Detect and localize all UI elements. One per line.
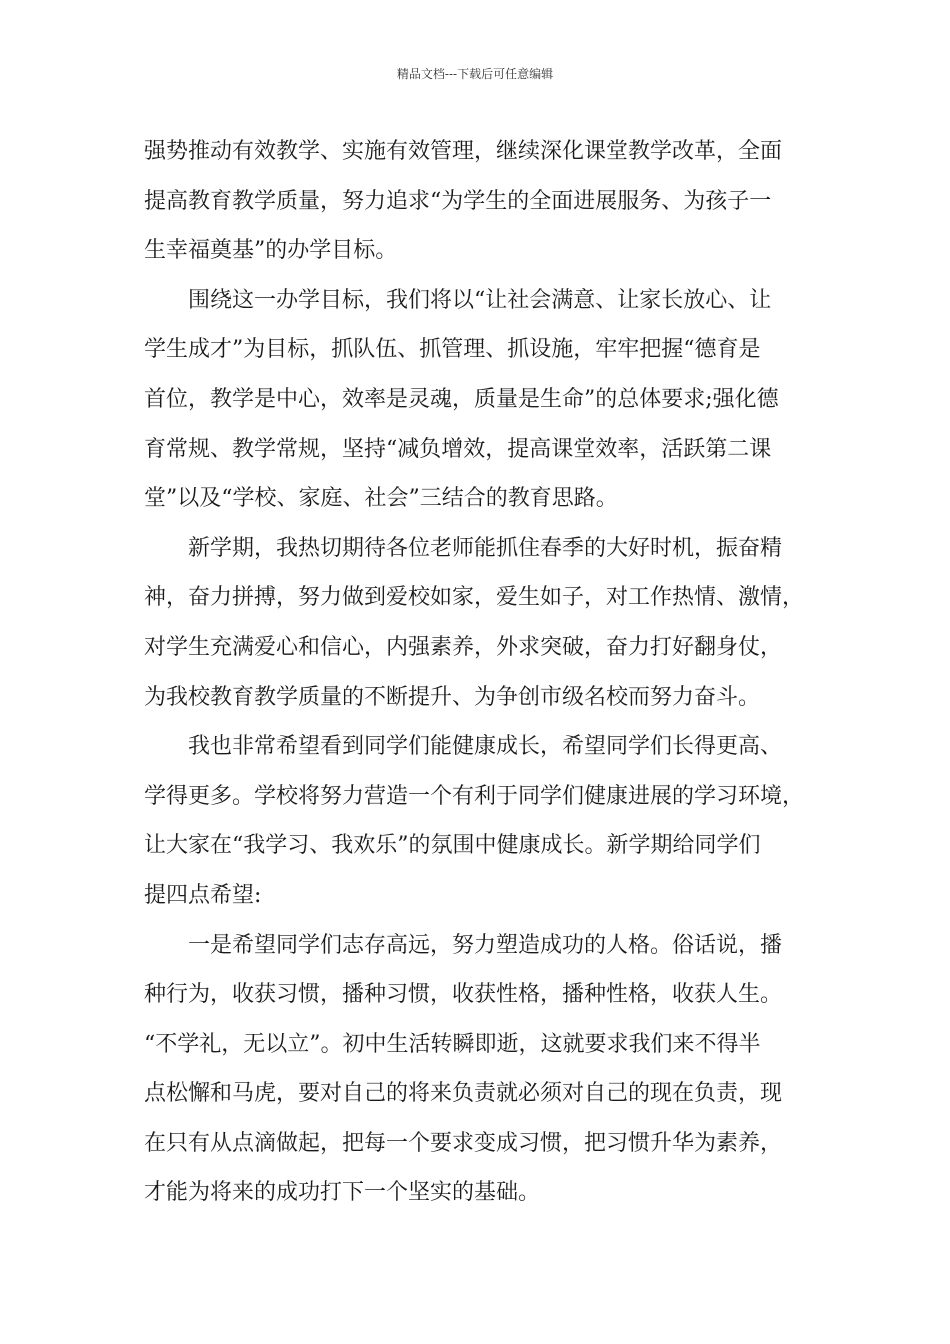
paragraph-5-line-5: 在只有从点滴做起，把每一个要求变成习惯，把习惯升华为素养， [144, 1130, 783, 1156]
paragraph-5-line-1: 一是希望同学们志存高远，努力塑造成功的人格。俗话说，播 [188, 932, 783, 958]
paragraph-2-line-2: 学生成才”为目标，抓队伍、抓管理、抓设施，牢牢把握“德育是 [144, 337, 761, 363]
paragraph-5-line-2: 种行为，收获习惯，播种习惯，收获性格，播种性格，收获人生。 [144, 982, 783, 1008]
paragraph-4-line-2: 学得更多。学校将努力营造一个有利于同学们健康进展的学习环境， [144, 783, 805, 809]
paragraph-1-line-1: 强势推动有效教学、实施有效管理，继续深化课堂教学改革，全面 [144, 139, 783, 164]
paragraph-2-line-5: 堂”以及“学校、家庭、社会”三结合的教育思路。 [144, 486, 618, 512]
paragraph-3-line-3: 对学生充满爱心和信心，内强素养，外求突破，奋力打好翻身仗， [144, 634, 783, 660]
paragraph-2-line-3: 首位，教学是中心，效率是灵魂，质量是生命”的总体要求;强化德 [144, 386, 779, 412]
paragraph-1-line-3: 生幸福奠基”的办学目标。 [144, 238, 398, 264]
paragraph-3-line-2: 神，奋力拼搏，努力做到爱校如家，爱生如子，对工作热情、激情， [144, 585, 805, 611]
paragraph-5-line-4: 点松懈和马虎，要对自己的将来负责就必须对自己的现在负责，现 [144, 1081, 783, 1107]
paragraph-2-line-4: 育常规、教学常规，坚持“减负增效，提高课堂效率，活跃第二课 [144, 436, 772, 462]
paragraph-5-line-3: “不学礼，无以立”。初中生活转瞬即逝，这就要求我们来不得半 [144, 1031, 761, 1057]
paragraph-3-line-1: 新学期，我热切期待各位老师能抓住春季的大好时机，振奋精 [188, 535, 783, 561]
paragraph-4-line-1: 我也非常希望看到同学们能健康成长，希望同学们长得更高、 [188, 734, 783, 760]
paragraph-2-line-1: 围绕这一办学目标，我们将以“让社会满意、让家长放心、让 [188, 287, 772, 313]
paragraph-4-line-3: 让大家在“我学习、我欢乐”的氛围中健康成长。新学期给同学们 [144, 833, 761, 859]
page-header: 精品文档---下载后可任意编辑 [396, 67, 554, 81]
paragraph-1-line-2: 提高教育教学质量，努力追求“为学生的全面进展服务、为孩子一 [144, 188, 772, 214]
paragraph-3-line-4: 为我校教育教学质量的不断提升、为争创市级名校而努力奋斗。 [144, 684, 761, 710]
paragraph-4-line-4: 提四点希望: [144, 882, 262, 908]
paragraph-5-line-6: 才能为将来的成功打下一个坚实的基础。 [144, 1180, 541, 1206]
body-text [144, 127, 810, 1218]
